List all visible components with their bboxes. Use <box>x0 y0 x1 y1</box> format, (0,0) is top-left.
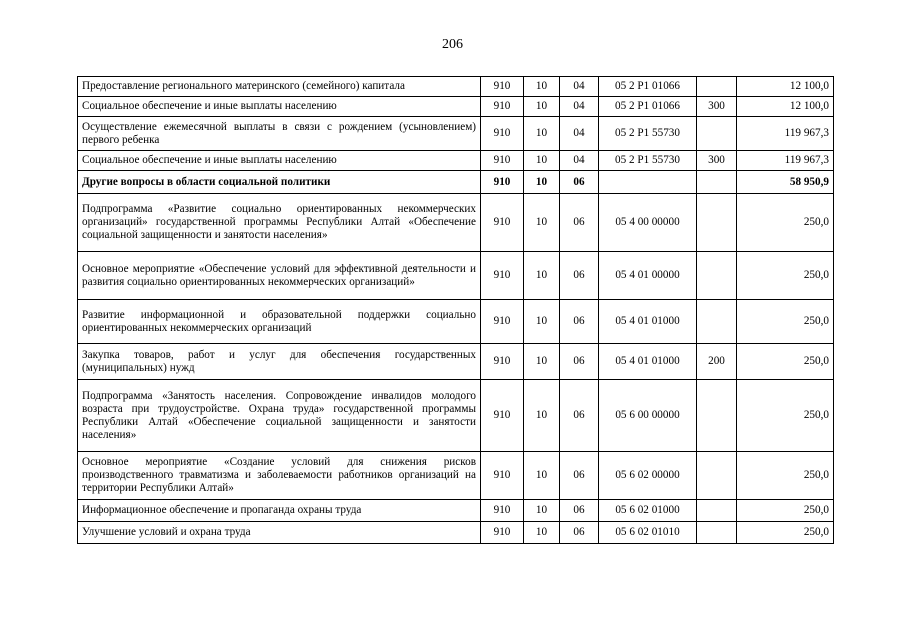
row-amount: 250,0 <box>737 344 834 380</box>
row-target-article: 05 4 00 00000 <box>599 194 697 252</box>
row-name: Подпрограмма «Занятость населения. Сопровождение инвалидов молодого возраста при трудоустройстве. Охрана труда» государственной программы Республики Алтай «Обеспечение социальной защищенности и занятости населения» <box>78 380 481 452</box>
budget-table <box>77 76 834 544</box>
row-target-article: 05 2 Р1 55730 <box>599 151 697 171</box>
table-row <box>78 171 834 194</box>
table-row <box>78 452 834 500</box>
table-row <box>78 151 834 171</box>
row-name: Подпрограмма «Развитие социально ориентированных некоммерческих организаций» государственной программы Республики Алтай «Обеспечение социальной защищенности и занятости населения» <box>78 194 481 252</box>
row-target-article: 05 6 00 00000 <box>599 380 697 452</box>
table-row <box>78 252 834 300</box>
row-expense-type <box>697 380 737 452</box>
budget-table-body <box>78 77 834 544</box>
row-grbs-code: 910 <box>481 252 524 300</box>
row-expense-type <box>697 252 737 300</box>
row-section-code: 10 <box>524 500 560 522</box>
row-amount: 250,0 <box>737 252 834 300</box>
row-expense-type: 200 <box>697 344 737 380</box>
row-expense-type <box>697 77 737 97</box>
row-grbs-code: 910 <box>481 194 524 252</box>
row-name: Улучшение условий и охрана труда <box>78 522 481 544</box>
row-grbs-code: 910 <box>481 117 524 151</box>
row-expense-type <box>697 300 737 344</box>
row-expense-type <box>697 194 737 252</box>
row-subsection-code: 06 <box>560 500 599 522</box>
row-amount: 250,0 <box>737 500 834 522</box>
row-target-article: 05 4 01 00000 <box>599 252 697 300</box>
row-target-article: 05 6 02 01010 <box>599 522 697 544</box>
row-target-article: 05 6 02 00000 <box>599 452 697 500</box>
row-subsection-code: 06 <box>560 300 599 344</box>
row-section-code: 10 <box>524 344 560 380</box>
row-expense-type <box>697 500 737 522</box>
table-row <box>78 380 834 452</box>
row-section-code: 10 <box>524 452 560 500</box>
row-name: Социальное обеспечение и иные выплаты населению <box>78 97 481 117</box>
row-name: Основное мероприятие «Создание условий для снижения рисков производственного травматизма и заболеваемости работников организаций на территории Республики Алтай» <box>78 452 481 500</box>
row-expense-type <box>697 117 737 151</box>
row-subsection-code: 06 <box>560 452 599 500</box>
row-subsection-code: 04 <box>560 151 599 171</box>
row-subsection-code: 04 <box>560 77 599 97</box>
row-name: Информационное обеспечение и пропаганда охраны труда <box>78 500 481 522</box>
row-subsection-code: 06 <box>560 380 599 452</box>
row-target-article: 05 4 01 01000 <box>599 344 697 380</box>
row-grbs-code: 910 <box>481 97 524 117</box>
row-amount: 119 967,3 <box>737 151 834 171</box>
row-amount: 12 100,0 <box>737 77 834 97</box>
row-grbs-code: 910 <box>481 300 524 344</box>
row-section-code: 10 <box>524 171 560 194</box>
row-grbs-code: 910 <box>481 380 524 452</box>
row-expense-type <box>697 171 737 194</box>
row-expense-type: 300 <box>697 97 737 117</box>
row-section-code: 10 <box>524 522 560 544</box>
row-grbs-code: 910 <box>481 522 524 544</box>
row-target-article: 05 4 01 01000 <box>599 300 697 344</box>
table-row <box>78 117 834 151</box>
row-amount: 250,0 <box>737 194 834 252</box>
row-amount: 119 967,3 <box>737 117 834 151</box>
row-expense-type <box>697 452 737 500</box>
row-target-article <box>599 171 697 194</box>
row-section-code: 10 <box>524 300 560 344</box>
row-grbs-code: 910 <box>481 452 524 500</box>
row-section-code: 10 <box>524 380 560 452</box>
table-row <box>78 500 834 522</box>
row-name: Основное мероприятие «Обеспечение условий для эффективной деятельности и развития социально ориентированных некоммерческих организаций» <box>78 252 481 300</box>
row-amount: 250,0 <box>737 522 834 544</box>
row-subsection-code: 06 <box>560 522 599 544</box>
row-expense-type <box>697 522 737 544</box>
row-section-code: 10 <box>524 97 560 117</box>
row-grbs-code: 910 <box>481 151 524 171</box>
row-subsection-code: 06 <box>560 252 599 300</box>
row-section-code: 10 <box>524 77 560 97</box>
row-grbs-code: 910 <box>481 77 524 97</box>
row-grbs-code: 910 <box>481 171 524 194</box>
row-subsection-code: 06 <box>560 194 599 252</box>
row-name: Другие вопросы в области социальной политики <box>78 171 481 194</box>
row-section-code: 10 <box>524 252 560 300</box>
row-amount: 58 950,9 <box>737 171 834 194</box>
row-section-code: 10 <box>524 151 560 171</box>
row-name: Развитие информационной и образовательной поддержки социально ориентированных некоммерческих организаций <box>78 300 481 344</box>
row-section-code: 10 <box>524 194 560 252</box>
row-name: Закупка товаров, работ и услуг для обеспечения государственных (муниципальных) нужд <box>78 344 481 380</box>
table-row <box>78 522 834 544</box>
row-grbs-code: 910 <box>481 500 524 522</box>
row-target-article: 05 2 Р1 55730 <box>599 117 697 151</box>
row-subsection-code: 04 <box>560 117 599 151</box>
row-amount: 250,0 <box>737 452 834 500</box>
table-row <box>78 97 834 117</box>
row-amount: 12 100,0 <box>737 97 834 117</box>
table-row <box>78 77 834 97</box>
row-subsection-code: 06 <box>560 171 599 194</box>
row-amount: 250,0 <box>737 300 834 344</box>
row-amount: 250,0 <box>737 380 834 452</box>
row-section-code: 10 <box>524 117 560 151</box>
row-grbs-code: 910 <box>481 344 524 380</box>
table-row <box>78 194 834 252</box>
row-name: Социальное обеспечение и иные выплаты населению <box>78 151 481 171</box>
row-name: Осуществление ежемесячной выплаты в связи с рождением (усыновлением) первого ребенка <box>78 117 481 151</box>
row-name: Предоставление регионального материнского (семейного) капитала <box>78 77 481 97</box>
row-subsection-code: 04 <box>560 97 599 117</box>
row-target-article: 05 2 Р1 01066 <box>599 97 697 117</box>
row-target-article: 05 6 02 01000 <box>599 500 697 522</box>
page-number: 206 <box>442 37 463 52</box>
table-row <box>78 300 834 344</box>
row-target-article: 05 2 Р1 01066 <box>599 77 697 97</box>
row-expense-type: 300 <box>697 151 737 171</box>
table-row <box>78 344 834 380</box>
row-subsection-code: 06 <box>560 344 599 380</box>
